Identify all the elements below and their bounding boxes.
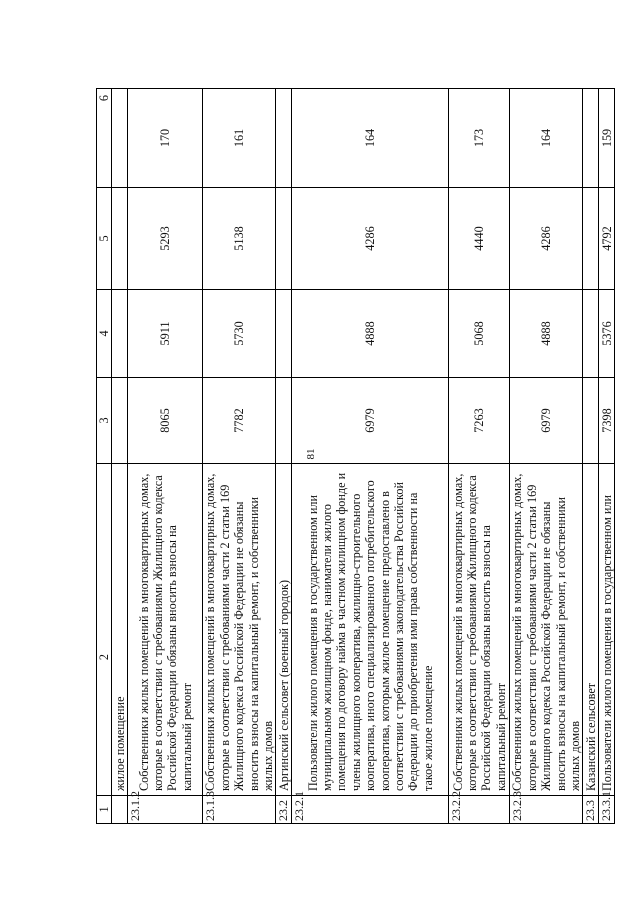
row-description: Собственники жилых помещений в многоквартирных домах, которые в соответствии с требованиями Жилищного кодекса Российской Федерации обязаны вносить взносы на капитальный ремонт (128, 464, 203, 796)
row-description: Пользователи жилого помещения в государственном или муниципальном жилищном фонде, наниматели жилого помещения по договору найма в частном жилищном фонде и члены жилищного кооператива, жилищно-строительного кооператива, иного специализированного потребительского кооператива, которым жилое помещение предоставлено в соответствии с требованиями законодательства Российской Федерации до приобретения ими права собственности на такое жилое помещение (292, 464, 449, 796)
row-value: 161 (203, 89, 276, 188)
table-row (292, 89, 449, 824)
table-header-row (97, 89, 112, 824)
row-description: жилое помещение (112, 464, 128, 796)
row-description: Аргинский сельсовет (военный городок) (276, 464, 292, 796)
row-value (583, 188, 599, 290)
table-row (583, 89, 599, 824)
header-cell: 6 (97, 89, 112, 188)
header-cell: 4 (97, 290, 112, 378)
row-code: 23.2.3 (510, 796, 583, 824)
row-code: 23.3 (583, 796, 599, 824)
row-value (112, 290, 128, 378)
row-value: 6979 (292, 378, 449, 464)
row-value (276, 188, 292, 290)
header-cell: 1 (97, 796, 112, 824)
row-code: 23.1.3 (203, 796, 276, 824)
row-value: 8065 (128, 378, 203, 464)
row-value (112, 89, 128, 188)
row-value: 5730 (203, 290, 276, 378)
row-value (112, 188, 128, 290)
tariff-table (96, 88, 615, 824)
table-row (449, 89, 510, 824)
table-row (112, 89, 128, 824)
row-description: Собственники жилых помещений в многоквартирных домах, которые в соответствии с требованиями части 2 статьи 169 Жилищного кодекса Российской Федерации не обязаны вносить взносы на капитальный ремонт, и собственники жилых домов (510, 464, 583, 796)
row-value: 5911 (128, 290, 203, 378)
rotated-table-container (96, 89, 614, 824)
row-description: Собственники жилых помещений в многоквартирных домах, которые в соответствии с требованиями Жилищного кодекса Российской Федерации обязаны вносить взносы на капитальный ремонт (449, 464, 510, 796)
row-description: Пользователи жилого помещения в государственном или (599, 464, 615, 796)
row-value: 173 (449, 89, 510, 188)
row-value: 170 (128, 89, 203, 188)
row-value: 7782 (203, 378, 276, 464)
table-row (276, 89, 292, 824)
row-value: 5068 (449, 290, 510, 378)
row-value: 4888 (292, 290, 449, 378)
row-value (276, 89, 292, 188)
row-description: Собственники жилых помещений в многоквартирных домах, которые в соответствии с требованиями части 2 статьи 169 Жилищного кодекса Российской Федерации не обязаны вносить взносы на капитальный ремонт, и собственники жилых домов (203, 464, 276, 796)
page-number: 81 (305, 448, 317, 460)
row-value (583, 89, 599, 188)
row-value (112, 378, 128, 464)
row-value: 5293 (128, 188, 203, 290)
row-value: 7398 (599, 378, 615, 464)
header-cell: 2 (97, 464, 112, 796)
row-value (583, 378, 599, 464)
row-value: 5376 (599, 290, 615, 378)
table-row (128, 89, 203, 824)
row-value: 164 (292, 89, 449, 188)
row-value: 4286 (292, 188, 449, 290)
row-value (276, 290, 292, 378)
row-code: 23.2.1 (292, 796, 449, 824)
row-value (583, 290, 599, 378)
row-code (112, 796, 128, 824)
header-cell: 3 (97, 378, 112, 464)
row-value: 159 (599, 89, 615, 188)
row-code: 23.2 (276, 796, 292, 824)
row-value: 4792 (599, 188, 615, 290)
row-value (276, 378, 292, 464)
row-code: 23.2.2 (449, 796, 510, 824)
row-code: 23.3.1 (599, 796, 615, 824)
table-row (203, 89, 276, 824)
row-value: 6979 (510, 378, 583, 464)
row-value: 4286 (510, 188, 583, 290)
table-row (510, 89, 583, 824)
row-value: 4440 (449, 188, 510, 290)
row-value: 164 (510, 89, 583, 188)
table-row (599, 89, 615, 824)
row-description: Казанский сельсовет (583, 464, 599, 796)
row-value: 4888 (510, 290, 583, 378)
row-code: 23.1.2 (128, 796, 203, 824)
row-value: 7263 (449, 378, 510, 464)
row-value: 5138 (203, 188, 276, 290)
header-cell: 5 (97, 188, 112, 290)
